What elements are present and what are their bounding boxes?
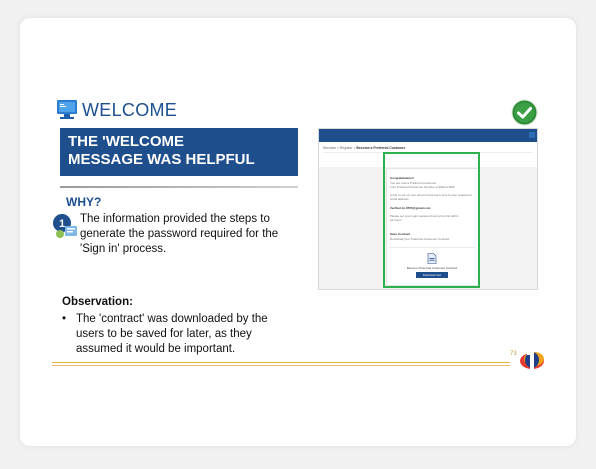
panel-line: A link to set up your account has been sent to your registered bbox=[390, 193, 472, 197]
page-number: 73 bbox=[510, 351, 517, 357]
screenshot-header-icon bbox=[529, 132, 535, 138]
footer-divider-secondary bbox=[52, 365, 510, 366]
panel-line: You are now a Preferred Customer bbox=[390, 181, 437, 185]
step-one-icon bbox=[52, 212, 78, 240]
panel-line: Congratulations! bbox=[390, 176, 414, 180]
observation-list bbox=[62, 312, 292, 357]
download-now-button[interactable]: Download now bbox=[416, 272, 448, 278]
welcome-screenshot bbox=[318, 128, 538, 290]
screenshot-breadcrumb: Services > Register > Become a Preferred Customer bbox=[323, 146, 406, 150]
why-text: The information provided the steps to generate the password required for the 'Sign in' process. bbox=[80, 213, 279, 255]
brand-logo bbox=[517, 348, 547, 372]
svg-text:1: 1 bbox=[58, 218, 66, 230]
panel-line: 24 hours bbox=[390, 218, 402, 222]
slide-title bbox=[60, 128, 298, 176]
panel-line: Verified Jn.0555@gmail.com bbox=[390, 206, 431, 210]
breadcrumb-current: Become a Preferred Customer bbox=[356, 146, 406, 150]
observation-item: • The 'contract' was downloaded by the users to be saved for later, as they assumed it would be important. bbox=[62, 312, 292, 357]
breadcrumb-mid: Register bbox=[339, 146, 353, 150]
screenshot-header-bar bbox=[319, 129, 537, 142]
observation-label: Observation: bbox=[62, 296, 133, 308]
highlight-frame bbox=[383, 152, 480, 288]
title-divider bbox=[60, 186, 298, 188]
document-title: Become Preferred Customer Contract bbox=[406, 266, 458, 270]
section-heading: WELCOME bbox=[82, 100, 178, 120]
monitor-icon bbox=[56, 99, 78, 121]
panel-line: email address bbox=[390, 197, 409, 201]
panel-line: Save Contract bbox=[390, 232, 411, 236]
panel-line: Please set your login password using the link within bbox=[390, 214, 459, 218]
check-circle-icon bbox=[511, 99, 538, 126]
slide-title-line1: THE 'WELCOME bbox=[68, 133, 185, 150]
panel-line: Your Preferred Customer Number is 999xxxx999 bbox=[390, 185, 455, 189]
why-label: WHY? bbox=[66, 195, 102, 209]
footer-divider bbox=[52, 362, 510, 363]
breadcrumb-home: Services bbox=[323, 146, 337, 150]
panel-line: Download your Preferred Customer Contract bbox=[390, 237, 450, 241]
slide-title-line2: MESSAGE WAS HELPFUL bbox=[68, 151, 255, 168]
